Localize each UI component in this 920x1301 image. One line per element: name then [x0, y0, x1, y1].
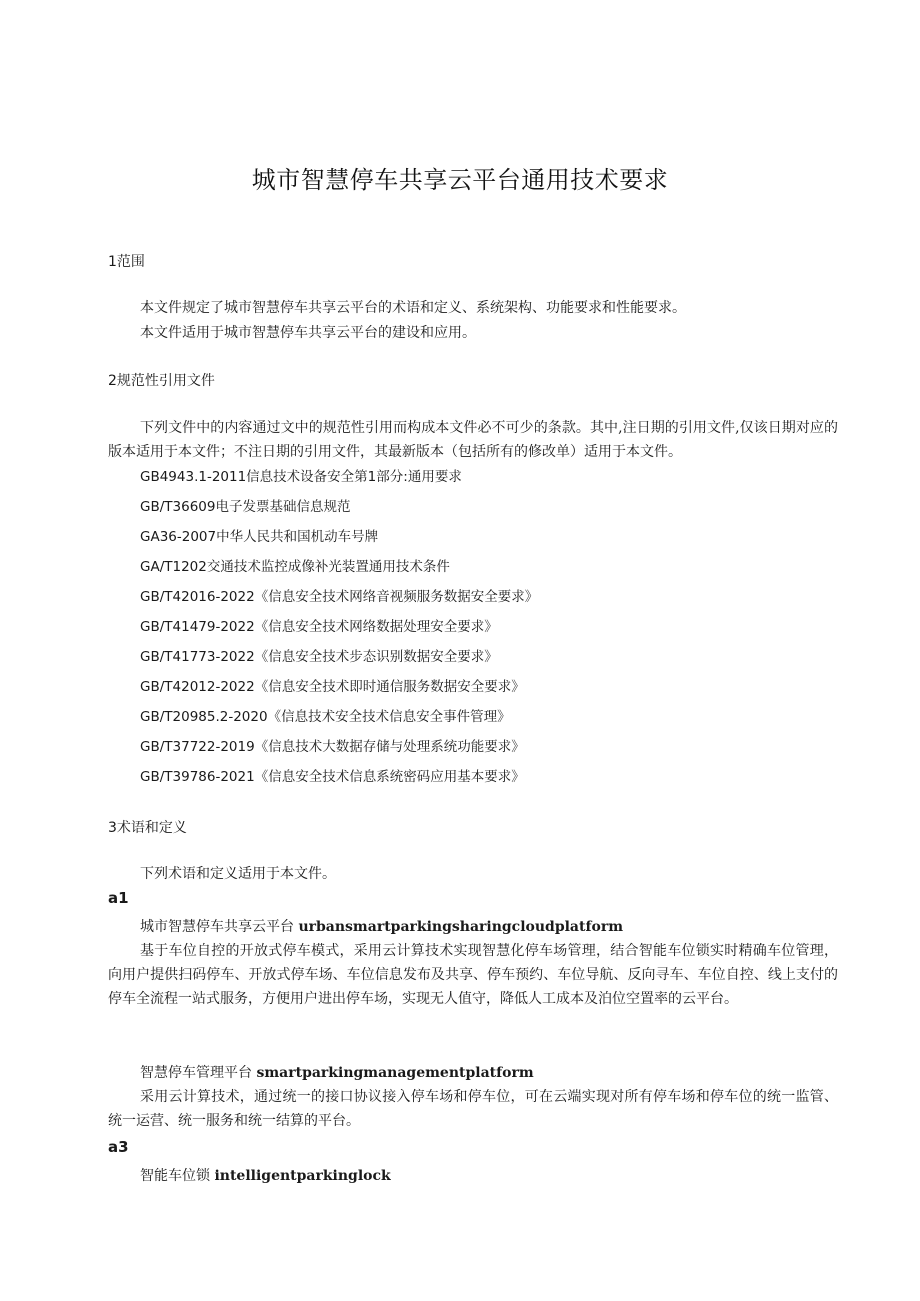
term-id: a1 — [108, 889, 129, 907]
reference-item: GB/T39786-2021《信息安全技术信息系统密码应用基本要求》 — [140, 769, 525, 785]
reference-item: GA36-2007中华人民共和国机动车号牌 — [140, 529, 379, 545]
term-definition: 基于车位自控的开放式停车模式，采用云计算技术实现智慧化停车场管理，结合智能车位锁实时精确车位管理，向用户提供扫码停车、开放式停车场、车位信息发布及共享、停车预约、车位导航、反向寻车、车位自控、线上支付的停车全流程一站式服务，方便用户进出停车场，实现无人值守，降低人工成本及泊位空置率的云平台。 — [108, 943, 838, 1007]
reference-item: GA/T1202交通技术监控成像补光装置通用技术条件 — [140, 559, 450, 575]
section-heading-scope: 1范围 — [108, 254, 145, 270]
term-name-cn: 智慧停车管理平台 — [140, 1065, 252, 1081]
scope-paragraph-1: 本文件规定了城市智慧停车共享云平台的术语和定义、系统架构、功能要求和性能要求。 — [140, 300, 686, 316]
reference-item: GB/T36609电子发票基础信息规范 — [140, 499, 351, 515]
term-definition: 采用云计算技术，通过统一的接口协议接入停车场和停车位，可在云端实现对所有停车场和停车位的统一监管、统一运营、统一服务和统一结算的平台。 — [108, 1089, 838, 1129]
term-name — [140, 917, 623, 937]
section-heading-terms-definitions: 3术语和定义 — [108, 820, 187, 836]
reference-item: GB/T41479-2022《信息安全技术网络数据处理安全要求》 — [140, 619, 498, 635]
term-name-en: intelligentparkinglock — [214, 1168, 391, 1184]
reference-item: GB/T41773-2022《信息安全技术步态识别数据安全要求》 — [140, 649, 498, 665]
term-name — [140, 1063, 534, 1083]
document-title: 城市智慧停车共享云平台通用技术要求 — [251, 166, 669, 194]
term-name-en: urbansmartparkingsharingcloudplatform — [298, 919, 624, 935]
references-intro: 下列文件中的内容通过文中的规范性引用而构成本文件必不可少的条款。其中,注日期的引用文件,仅该日期对应的版本适用于本文件；不注日期的引用文件，其最新版本（包括所有的修改单）适用于本文件。 — [108, 420, 838, 460]
section-heading-normative-references: 2规范性引用文件 — [108, 373, 215, 389]
terms-intro: 下列术语和定义适用于本文件。 — [140, 866, 336, 882]
reference-item: GB/T42016-2022《信息安全技术网络音视频服务数据安全要求》 — [140, 589, 539, 605]
term-name-en: smartparkingmanagementplatform — [256, 1065, 534, 1081]
term-name — [140, 1166, 391, 1186]
reference-item: GB/T20985.2-2020《信息技术安全技术信息安全事件管理》 — [140, 709, 511, 725]
term-name-cn: 城市智慧停车共享云平台 — [140, 919, 294, 935]
scope-paragraph-2: 本文件适用于城市智慧停车共享云平台的建设和应用。 — [140, 325, 476, 341]
term-name-cn: 智能车位锁 — [140, 1168, 210, 1184]
term-id: a3 — [108, 1138, 129, 1156]
reference-item: GB4943.1-2011信息技术设备安全第1部分:通用要求 — [140, 469, 462, 485]
reference-item: GB/T42012-2022《信息安全技术即时通信服务数据安全要求》 — [140, 679, 525, 695]
reference-item: GB/T37722-2019《信息技术大数据存储与处理系统功能要求》 — [140, 739, 525, 755]
